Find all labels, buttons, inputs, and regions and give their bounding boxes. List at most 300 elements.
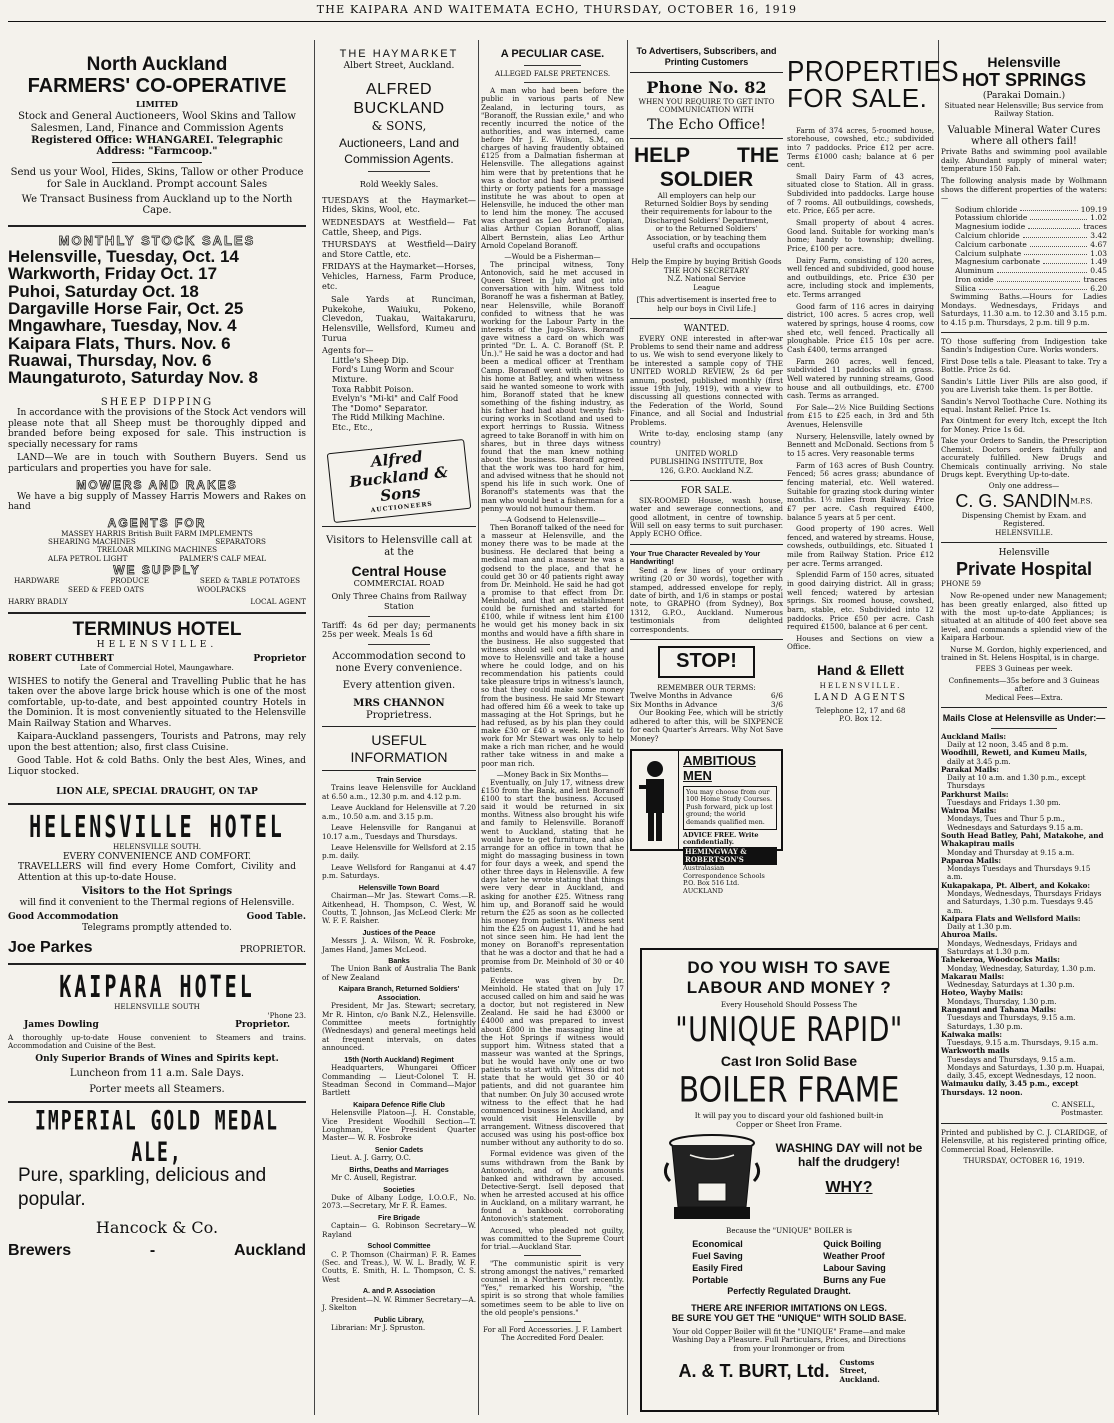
column-rule	[478, 40, 479, 1415]
terms-label: Six Months in Advance	[630, 699, 718, 709]
article-paragraph: A man who had been before the public in various parts of New Zealand, in lecturing tours, as "Boranoff, the Russian exile," and who recently incurred the notice of the authorities, and was interned, came before Mr J. E. Wilson, S.M., on charges of having fraudently obtained £125 from a Dalmatian fisherman at Helensville. The allegations against him were that by pretentions that he was a doctor and had been promised thirty or forty patients for a massage institute he was about to open at Helensville, he induced the other man to lend him the money. The accused was charged as Leo Arthur Copian, alias Arthur Copian Boranoff, alias Albert Bernstein, alias Leo Arthur Arnold Copeland Boranoff.	[481, 86, 624, 250]
ford-ad: For all Ford Accessories. J. F. Lambert The Accredited Ford Dealer.	[483, 1324, 622, 1342]
divider	[8, 803, 306, 805]
agents-item: SHEARING MACHINES	[48, 537, 136, 547]
column-rule	[627, 40, 628, 1415]
column-3	[481, 40, 624, 1415]
supply-item: SEED & TABLE POTATOES	[199, 576, 300, 586]
mail-route-times: Mondays, Tues and Thur 5 p.m., Wednesdays and Saturdays 9.15 a.m.	[947, 814, 1083, 832]
returned-soldiers-text: President, Mr Jas. Stewart; secretary, Mr R. Hinton, c/o Bank N.Z., Helensville. Committee meets fortnightly (Wednesdays) and general meetings held at frequent intervals, on dates announced.	[322, 1001, 476, 1053]
hospital-place: Helensville	[998, 548, 1050, 559]
stock-sales-list	[8, 248, 306, 387]
property-listing: Splendid Farm of 150 acres, situated in good dairying district. All in grass; well fenced; watered by artesian springs. Six roomed house, cowshed, barn, stable, etc. Subdivided into 12 paddocks. Price £50 per acre. Cash required £1500, balance at 6 per cent.	[787, 570, 934, 632]
supply-item: HARDWARE	[14, 576, 60, 586]
mails-heading: Mails Close at Helensville as Under:—	[942, 713, 1106, 724]
library-text: Librarian: Mr J. Spruston.	[331, 1322, 426, 1332]
hon-secretary: THE HON SECRETARY N.Z. National Service League	[663, 265, 750, 292]
fire-brigade-heading: Fire Brigade	[378, 1212, 420, 1222]
hand-ellett-telephone: Telephone 12, 17 and 68	[815, 705, 906, 715]
registrar-text: Mr C. Ausell, Registrar.	[331, 1173, 417, 1183]
good-table: Good Table.	[246, 912, 306, 923]
sandin-place: HELENSVILLE.	[995, 527, 1053, 537]
stock-sale-date: Kaipara Flats, Thurs. Nov. 6	[8, 333, 231, 353]
mail-route-name: Ranganui and Tahana Mails:	[941, 1004, 1057, 1014]
coop-title-line1: North Auckland	[86, 54, 228, 75]
property-listing: Farm of 163 acres of Bush Country. Fenced; 56 acres grass; abundance of fencing material, etc. Well watered. Suitable for grazing stock during winter months. 1½ miles from Railway. Price £7 per acre. Cash required £400, balance 5 years at 5 per cent.	[787, 460, 934, 522]
liver-pills: Sandin's Little Liver Pills are also good, if you are Liverish take them. 1s per Bottle.	[941, 376, 1107, 395]
boiler-headline-2: LABOUR AND MONEY ?	[686, 977, 892, 997]
article-subhead: —Would be a Fisherman—	[504, 251, 601, 261]
properties-list	[787, 127, 934, 632]
toothache-cure: Sandin's Nervol Toothache Cure. Nothing its equal. Instant Relief. Price 1s.	[941, 396, 1107, 414]
central-house-title: Central House	[351, 562, 447, 579]
hand-ellett-box: P.O. Box 12.	[838, 714, 883, 724]
analysis-intro: The following analysis made by Wolhmann shows the different properties of the waters:—	[941, 176, 1107, 203]
divider	[112, 162, 201, 163]
mail-route-times: Wednesday, Saturdays at 1.30 p.m.	[947, 980, 1075, 990]
coop-send-produce: Send us your Wool, Hides, Skins, Tallow or other Produce for Sale in Auckland. Prompt account Sales	[10, 167, 304, 190]
rifle-club-text: Helensville Platoon—J. H. Constable, Vice President Woodhill Section—T. Loughman, Vice President Quarter Master— W. R. Fosbroke	[322, 1108, 476, 1143]
terminus-hotel-title: TERMINUS HOTEL	[72, 618, 242, 640]
washing-day: WASHING DAY will not be half the drudgery!	[775, 1141, 923, 1170]
analysis-leader	[1043, 258, 1087, 264]
land-notice: LAND—We are in touch with Southern Buyers. Send us particulars and properties you have for sale.	[8, 453, 306, 474]
character-heading: Your True Character Revealed by Your Handwriting!	[630, 548, 761, 567]
mail-route-name: Kaipara Flats and Wellsford Mails:	[941, 913, 1081, 923]
alfred-buckland-sons: & SONS,	[371, 118, 427, 133]
stop-sign: STOP!	[658, 646, 755, 677]
mail-route-times: Mondays, Wednesdays, Fridays and Saturdays at 1.30 p.m.	[947, 938, 1078, 956]
property-listing: Nursery, Helensville, lately owned by Bennett and McDonald. Sections from 5 to 15 acres. Very reasonable terms	[787, 431, 934, 459]
features-right	[823, 1239, 886, 1286]
sandin-mps: M.P.S.	[1070, 496, 1093, 506]
mail-route-name: Tahekeroa, Woodcocks Mails:	[941, 955, 1060, 965]
ambitious-men-advice: ADVICE FREE. Write confidentially.	[683, 830, 759, 847]
analysis-table	[941, 206, 1107, 294]
only-one-address: Only one address—	[988, 481, 1060, 491]
stock-sale-date: Maungaturoto, Saturday Nov. 8	[8, 368, 258, 388]
article-paragraph: Then Boranoff talked of the need for a masseur at Helensville, and the money there was to be made at the business. He declared that being a medical man and a masseur he was a godsend to the place, and that he could get 30 or 40 patients right away from Dr. Meinhold. He said he had got a promise to that effect from Dr. Meinhold, and that an establishment could be furnished and started for £100, while if witness lent him £100 he would get his money back in six months and would have a fifth share in the business. He also suggested that witness should sell out at Batley and move to Helensville and take a house where he could lodge, and on his recommendation his patients could take pleasure trips in witness's launch, so that they could make some money from the business. He said Mr Stewart had offered him £6 a week to take up massaging at the Hot Springs, but he had refused, as by his plan they could make £30 or £40 a week. He said to work for Mr Stewart was only to help make a rich man richer, and he would rather take witness in and make a poor man rich.	[481, 522, 624, 768]
postmaster: Postmaster.	[1060, 1108, 1103, 1118]
divider	[8, 612, 306, 614]
divider	[630, 318, 783, 319]
for-sale-heading: FOR SALE.	[680, 486, 733, 497]
article-paragraph: Accused, who pleaded not guilty, was committed to the Supreme Court for trial.—Auckland Star.	[481, 1225, 624, 1251]
kaipara-hotel-wines: Only Superior Brands of Wines and Spirits kept.	[35, 1053, 279, 1064]
valuable-mineral-water: Valuable Mineral Water Cures where all others fail!	[947, 124, 1101, 148]
analysis-name: Sodium chloride	[955, 204, 1018, 214]
divider	[368, 171, 430, 172]
cast-iron: Cast Iron Solid Base	[720, 1052, 858, 1069]
train-service-item: Leave Helensville for Wellsford at 2.15 p.m. daily.	[322, 842, 476, 861]
sandin-name: C. G. SANDIN	[955, 490, 1071, 511]
mails-list	[941, 733, 1107, 1097]
central-house-at-the: at the	[384, 546, 414, 558]
property-listing: Small Dairy Farm of 43 acres, situated close to Station. All in grass. Subdivided into paddocks. Large house of 7 rooms. All outbuildings, cowsheds, etc. Price, £65 per acre.	[787, 171, 934, 216]
divider	[368, 616, 430, 617]
mail-route-name: Waimauku daily, 3.45 p.m., except Thursdays. 12 noon.	[941, 1079, 1079, 1097]
prescription-chemist: Take your Orders to Sandin, the Prescription Chemist. Doctors orders faithfully and accurately fulfilled. New Drugs and Chemicals continually arriving. No stale Drugs kept. Everything Up-to-date.	[941, 436, 1107, 479]
boiler-feature: Fuel Saving	[692, 1251, 743, 1262]
sheep-dipping-heading: SHEEP DIPPING	[100, 396, 214, 408]
central-house-proprietress: MRS CHANNON	[353, 697, 445, 709]
regiment-text: Headquarters, Whungarei Officer Commanding — Lieut-Colonel T. H. Steadman Second in Command—Major Bartlett	[322, 1063, 476, 1098]
ambitious-men-firm: HEMINGWAY & ROBERTSON'S	[683, 847, 777, 865]
terms-list	[630, 692, 783, 710]
analysis-value: 6.20	[1090, 283, 1107, 293]
agency-item: The Ridd Milking Machine.	[332, 412, 445, 423]
analysis-leader	[1030, 241, 1087, 247]
central-house-visitors: Visitors to Helensville call at	[326, 535, 472, 547]
communistic-quote: "The communistic spirit is very strong amongst the natives," remarked counsel in a Northern court recently. "Yes," remarked his Worship, "the spirit is so strong that whole families sometimes seem to be able to live on the old people's pensions."	[481, 1258, 624, 1317]
divider	[941, 542, 1107, 543]
article-paragraph: The principal witness, Tony Antonovich, said he met accused in Queen Street in July and got into conversation with him. Witness told Boranoff he was a fisherman at Batley, near Helensville, while Boranoff confided to witness that he was working for the Labour Party in the interests of the Jugo-Slavs. Boranoff gave witness a card on which was printed "Dr. L. A. C. Boranoff (St. P. Un.)." He said he was a doctor and had been a medical officer at Trentham Camp. Boranoff went with witness to his home at Batley, and when witness said he wanted someone to work with him, Boranoff stated that he knew something of the fishing industry, as his father had had about twenty fish-curing works in Scotland and used to export herrings to Russia. Witness agreed to take Boranoff in with him on shares, but in three days witness found that the man knew nothing about the business. Boranoff agreed that the work was too hard for him, and advised witness that he should not spend his life in such work. One of Boranoff's statements was that the man who would beat a fisherman for a penny would not humour them.	[481, 259, 624, 513]
terminus-text: WISHES to notify the General and Travelling Public that he has taken over the above large brick house which is one of the most comfortable, up-to-date, and best appointed country Hotels in the Dominion. It is most conveniently situated to the Helensville Main Railway Station and Wharves.	[8, 676, 306, 729]
divider	[322, 526, 476, 527]
divider	[630, 544, 783, 545]
mail-route-times: Daily at 10 a.m. and 1.30 p.m., except Thursdays	[947, 773, 1086, 791]
mail-route-times: Monday, Wednesday, Saturday, 1.30 p.m.	[947, 963, 1096, 973]
agents-item: ALFA PETROL LIGHT	[48, 553, 128, 563]
terminus-proprietor-role: Proprietor	[253, 653, 306, 664]
mail-route-name: Parkhurst Mails:	[941, 789, 1009, 799]
analysis-value: 3.42	[1090, 230, 1107, 240]
justices-text: Messrs J. A. Wilson, W. R. Fosbroke, James Hand, James McLeod.	[322, 936, 476, 954]
article-paragraph: Evidence was given by Dr. Meinhold. He stated that on July 17 accused called on him and said he was a doctor, but not registered in New Zealand. He said he had £3000 or £4000 and was prepared to invest about £800 in the massaging line at the Hot Springs if witness would support him. Witness stated that a masseur was wanted at the Springs, but he would have only one or two patients to start with. Witness did not state that he would get 30 or 40 patients, and did not guarantee him that number. On July 30 accused wrote witness to the effect that he had commenced business in Auckland, and would visit Helensville by arrangement. Witness discovered that accused was using his post-office box number without any authority to do so.	[481, 975, 624, 1148]
stock-sale-date: Helensville, Tuesday, Oct. 14	[8, 247, 239, 267]
terms-heading: REMEMBER OUR TERMS:	[657, 682, 756, 692]
central-house-accommodation: Accommodation second to none Every convenience.	[332, 650, 466, 674]
mail-route-name: South Head Batley, Pahi, Matakohe, and Whakapirau mails	[941, 831, 1104, 849]
haymarket-title: THE HAYMARKET	[339, 48, 459, 60]
divider	[941, 1123, 1107, 1124]
sheep-dipping-text: In accordance with the provisions of the Stock Act vendors will please note that all Sheep must be thoroughly dipped and branded before being exposed for sale. This instruction is specially necessary for rams	[8, 408, 306, 450]
old-copper: Your old Copper Boiler will fit the "UNIQUE" Frame—and make Washing Day a Pleasure. Full Particulars, Prices, and Directions from your Ironmonger or from	[672, 1326, 906, 1353]
weekly-sale-item: WEDNESDAYS at Westfield— Fat Cattle, Sheep, and Pigs.	[322, 217, 476, 237]
ansell: C. ANSELL,	[1051, 1100, 1095, 1110]
ambitious-men-schools: Australasian Correspondence Schools P.O. Box 516 Ltd. AUCKLAND	[683, 864, 765, 895]
coop-description: Stock and General Auctioneers, Wool Skins and Tallow Salesmen, Land, Finance and Commission Agents	[18, 111, 296, 135]
article-paragraph: Formal evidence was given of the sums withdrawn from the Bank by Antonovich, and of the amounts banked and withdrawn by accused. Detective-Sergt. Isell deposed that when he arrested accused at his office in Auckland, on a military warrant, he found a bankbook corroborating Antonovich's statement.	[481, 1149, 624, 1224]
analysis-value: 4.67	[1090, 239, 1107, 249]
analysis-name: Potassium chloride	[955, 213, 1028, 223]
banks-text: The Union Bank of Australia The Bank of New Zealand	[322, 964, 476, 982]
divider	[368, 644, 430, 645]
swimming-hours: Swimming Baths.—Hours for Ladies Mondays. Wednesdays, Fridays and Saturdays, 11.30 a.m. to 12.30 and 3.15 p.m. to 4.15 p.m. Thursdays, 2 p.m. till 9 p.m.	[941, 292, 1107, 327]
brewers-dash: -	[149, 1241, 156, 1259]
hand-ellett-place: HELENSVILLE.	[819, 681, 902, 691]
article-paragraph: Eventually, on July 17, witness drew £150 from the Bank, and lent Boranoff £100 to start the business. Accused said it would be returned in six months. Witness also brought his wife and family to Helensville. Boranoff went to Auckland, stating that he would have to get furniture, and also arrange for an office in town that he might do massaging business in town for four days a week, and spend the other three days in Helensville. A few days later he wrote stating that things were very dear in Auckland, and asking for another £25. Witness rang him up, and Boranoff said he would return the £25 as soon as he collected his money from patients. Witness sent him the £25 on August 11, and he had not since seen him. He had lent the money on Boranoff's representation that he was a doctor and that he had a promise from Dr. Meinhold of 30 or 40 patients.	[481, 777, 624, 974]
helensville-hotel-title: HELENSVILLE HOTEL	[29, 808, 285, 845]
properties-title: PROPERTIES	[787, 54, 960, 88]
boiler-frame-ad	[640, 948, 938, 1412]
mail-route-name: Wairoa Mails:	[941, 806, 997, 816]
united-world-publishing: UNITED WORLD PUBLISHING INSTITUTE, Box 126, G.P.O. Auckland N.Z.	[650, 449, 763, 475]
supply-item: SEED & FEED OATS	[68, 584, 145, 594]
town-board-heading: Helensville Town Board	[358, 882, 440, 892]
boiler-feature: Portable	[692, 1274, 729, 1285]
the-word: THE	[737, 143, 779, 167]
local-agent-name: HARRY BRADLY	[8, 597, 68, 607]
monthly-stock-sales-heading: MONTHLY STOCK SALES	[58, 232, 256, 248]
kaipara-hotel-place: HELENSVILLE SOUTH	[114, 1002, 200, 1012]
burt-name: A. & T. BURT, Ltd.	[678, 1361, 830, 1382]
boiler-feature: Economical	[692, 1239, 743, 1250]
terminus-place: HELENSVILLE.	[96, 640, 218, 651]
boiler-frame-title: BOILER FRAME	[678, 1070, 900, 1111]
inferior-2: BE SURE YOU GET THE "UNIQUE" WITH SOLID BASE.	[671, 1313, 907, 1324]
alfred-buckland-name: ALFRED BUCKLAND	[353, 81, 445, 118]
terms-price: 3/6	[770, 699, 783, 709]
analysis-value: 1.03	[1090, 248, 1107, 258]
central-house-tariff: Tariff: 4s 6d per day; permanents 25s per week. Meals 1s 6d	[322, 619, 476, 640]
analysis-value: 1.49	[1090, 257, 1107, 267]
article-title: A PECULIAR CASE.	[500, 48, 605, 60]
printed-by: Printed and published by C. J. CLARIDGE, of Helensville, at his registered printing office, Commercial Road, Helensville.	[941, 1127, 1107, 1154]
mail-route-name: Auckland Mails:	[941, 731, 1007, 741]
weekly-sale-item: THURSDAYS at Westfield—Dairy and Store Cattle, etc.	[322, 239, 476, 259]
property-listing: Farm of 374 acres, 5-roomed house, storehouse, cowshed, etc.; subdivided into 7 paddocks. Price £12 per acre. Terms £1000 cash; balance at 6 per cent.	[787, 125, 934, 170]
agency-item: The "Domo" Separator.	[332, 402, 428, 413]
why-heading: WHY?	[825, 1179, 873, 1197]
hot-springs-visitors: Visitors to the Hot Springs	[81, 886, 233, 898]
analysis-leader	[1020, 206, 1077, 212]
property-listing: For Sale—2½ Nice Building Sections from £15 to £25 each, in 3rd and 5th Avenues, Helensville	[787, 402, 934, 430]
article-subtitle: ALLEGED FALSE PRETENCES.	[494, 68, 611, 78]
mail-route-times: Mondays, Wednesdays, Thursdays Fridays and Saturdays, 1.30 p.m. Tuesdays 9.45 a.m.	[947, 889, 1102, 915]
mail-route-times: Mondays, Thursday, 1.30 p.m.	[947, 996, 1057, 1006]
coop-title-line2: FARMERS' CO-OPERATIVE	[27, 75, 287, 98]
supply-heading: WE SUPPLY	[113, 563, 201, 578]
central-house-attention: Every attention given.	[342, 680, 456, 692]
mail-route-name: Makarau Mails:	[941, 971, 1005, 981]
hospital-medical-fees: Medical Fees—Extra.	[985, 692, 1063, 702]
terminus-text: Kaipara-Auckland passengers, Tourists and Patrons, may rely upon the best attention; also, first class Cuisine.	[8, 732, 306, 753]
cadets-text: Lieut. A. J. Garry, O.C.	[331, 1153, 411, 1163]
hot-springs-convenient: will find it convenient to the Thermal regions of Helensville.	[19, 897, 295, 908]
kaipara-hotel-text: A thoroughly up-to-date House convenient to Steamers and trains. Accommodation and Cuisine of the Best.	[8, 1032, 306, 1051]
agency-item: Ford's Lung Worm and Scour Mixture.	[332, 364, 454, 384]
ambitious-men-heading: AMBITIOUS MEN	[683, 753, 756, 784]
divider	[8, 225, 306, 227]
help-word: HELP	[634, 143, 691, 167]
column-rule	[938, 40, 939, 1415]
stock-sale-date: Puhoi, Saturday Oct. 18	[8, 281, 199, 301]
agency-item: Etc., Etc.,	[332, 421, 373, 432]
private-hospital-title: Private Hospital	[955, 558, 1093, 579]
buckland-logo-text: Alfred Buckland & Sons	[348, 447, 449, 506]
because-unique: Because the "UNIQUE" BOILER is	[726, 1226, 852, 1236]
telegrams: Telegrams promptly attended to.	[82, 922, 232, 933]
masthead-rule	[8, 21, 1106, 22]
help-soldier-text: All employers can help our Returned Soldier Boys by sending their requirements for labour to the Discharged Soldiers' Department, or to the Returned Soldiers' Association, or by teaching them useful crafts and occupations	[640, 190, 773, 251]
cadets-heading: Senior Cadets	[374, 1144, 424, 1154]
agents-item: SEPARATORS	[215, 537, 266, 547]
column-2	[322, 40, 476, 1415]
hot-springs-place: Helensville	[987, 54, 1061, 70]
train-service-heading: Train Service	[376, 775, 422, 785]
brewers-city: Auckland	[233, 1241, 306, 1259]
kaipara-hotel-phone: 'Phone 23.	[267, 1010, 306, 1020]
hot-springs-situated: Situated near Helensville; Bus service from Railway Station.	[944, 100, 1104, 119]
analysis-name: Magnesium iodide	[955, 222, 1026, 232]
divider	[524, 82, 581, 83]
soldier-word: SOLDIER	[659, 167, 754, 191]
analysis-name: Iron oxide	[955, 274, 994, 284]
hand-ellett-title: Hand & Ellett	[816, 661, 905, 678]
divider	[8, 1101, 306, 1103]
farmers-coop-ad	[8, 54, 306, 217]
analysis-value: 0.45	[1090, 266, 1107, 276]
ambitious-men-text: You may choose from our 100 Home Study Courses. Push forward, pick up lost ground; the world demands qualified men.	[683, 786, 777, 830]
divider	[322, 770, 476, 771]
agency-item: Evelyn's "Mi-ki" and Calf Food	[332, 393, 459, 404]
boiler-pay: It will pay you to discard your old fashioned built-in Copper or Sheet Iron Frame.	[694, 1111, 884, 1129]
advertisers-heading: To Advertisers, Subscribers, and Printing Customers	[636, 46, 777, 67]
divider	[630, 138, 783, 139]
student-figure-icon-svg	[635, 755, 675, 845]
property-listing: Farm 260 acres, well fenced, subdivided 11 paddocks all in grass. Well watered by running streams, Good house and all outbuildings, etc. £700 cash. Terms as arranged.	[787, 356, 934, 401]
kaipara-hotel-porter: Porter meets all Steamers.	[89, 1083, 225, 1095]
first-dose: First Dose tells a tale. Pleasant to take. Try a Bottle. Price 2s 6d.	[941, 356, 1107, 375]
mail-route-times: Tuesdays and Thursdays, 9.15 a.m. Mondays and Saturdays, 1.30 p.m. Huapai, daily, 3.45, except Wednesdays, 12 noon.	[947, 1054, 1105, 1081]
wanted-heading: WANTED.	[683, 324, 730, 335]
divider	[524, 65, 581, 66]
mail-route-name: Kukapakapa, Pt. Albert, and Kokako:	[941, 880, 1091, 890]
masthead: THE KAIPARA AND WAITEMATA ECHO, THURSDAY, OCTOBER 16, 1919	[316, 3, 798, 16]
hot-springs-title: HOT SPRINGS	[961, 70, 1086, 91]
analysis-leader	[1030, 214, 1087, 220]
analysis-name: Magnesium carbonate	[955, 257, 1041, 267]
train-service-item: Leave Wellsford for Ranganui at 4.47 p.m. Saturdays.	[322, 862, 476, 881]
mail-route-name: Warkworth mails	[941, 1046, 1010, 1056]
train-service-item: Leave Auckland for Helensville at 7.20 a.m., 10.50 a.m. and 3.15 p.m.	[322, 803, 476, 821]
stock-sale-date: Ruawai, Thursday, Nov. 6	[8, 351, 212, 371]
property-listing: Good property of 190 acres. Well fenced, and watered by streams. House, cowsheds, outbuildings, etc. Situated 1 mile from Railway Station. Price £12 per acre. Terms arranged.	[787, 524, 934, 568]
analysis-row	[955, 276, 1107, 285]
burt-address: Customs Street, Auckland.	[839, 1358, 880, 1384]
useful-information-title: USEFUL INFORMATION	[350, 732, 448, 765]
school-committee-text: C. P. Thomson (Chairman) F. R. Eames (Sec. and Treas.), W. W. L. Bradly, W. F. Coutts, E. Smith, H. L. Thompson, C. S. West	[322, 1249, 476, 1284]
terms-label: Twelve Months in Advance	[630, 690, 733, 700]
analysis-value: traces	[1083, 274, 1107, 284]
wanted-text: EVERY ONE interested in after-war Problems to send their name and address to us. We wish to send everyone likely to be interested a sample copy of THE UNITED WORLD REVIEW, 2s 6d per annum, posted, published monthly (first issue 19th July, 1919), with a view to discussing all questions connected with the Federation of the World, Sound Finance, and all Social and Industrial Problems.	[630, 333, 783, 427]
stock-sale-date: Mngawhare, Tuesday, Nov. 4	[8, 316, 237, 336]
boiler-frame-icon	[652, 1133, 772, 1225]
agents-heading: AGENTS FOR	[107, 515, 207, 530]
agents-line: TRELOAR MILKING MACHINES	[96, 545, 218, 555]
analysis-leader	[1028, 223, 1080, 229]
agency-item: Little's Sheep Dip.	[332, 354, 409, 365]
rifle-club-heading: Kaipara Defence Rifle Club	[353, 1099, 445, 1109]
alfred-buckland-role: Auctioneers, Land and Commission Agents.	[338, 135, 460, 167]
for-sale-text: SIX-ROOMED House, wash house, water and sewerage connections, and good allotment, in centre of township. Will sell on easy terms to suit purchaser. Apply ECHO Office.	[630, 495, 783, 539]
phone-when: WHEN YOU REQUIRE TO GET INTO COMMUNICATION WITH	[638, 96, 775, 115]
analysis-value: traces	[1083, 222, 1107, 232]
analysis-name: Calcium carbonate	[955, 239, 1027, 249]
boiler-headline-1: DO YOU WISH TO SAVE	[687, 958, 891, 977]
analysis-leader	[1023, 232, 1088, 238]
mail-route-times: Tuesdays, 9.15 a.m. Thursdays, 9.15 a.m.	[947, 1038, 1099, 1048]
analysis-leader	[1024, 250, 1087, 256]
mail-route-times: Tuesdays and Thursdays, 9.15 a.m. Saturdays, 1.30 p.m.	[947, 1013, 1076, 1031]
coop-transact: We Transact Business from Auckland up to the North Cape.	[21, 193, 293, 217]
property-listing: Good farm of 116 acres in dairying district, 100 acres. 5 acres crop, well watered by springs, house 4 rooms, cow shed etc, well fenced. Practically all ploughable. Price £15 10s per acre. Cash £400, terms arranged	[787, 301, 934, 354]
supply-item: WOOLPACKS	[196, 584, 246, 594]
helensville-hotel-place: HELENSVILLE SOUTH.	[112, 842, 202, 852]
agency-item: Toxa Rabbit Poison.	[332, 383, 414, 394]
mowers-text: We have a big supply of Massey Harris Mowers and Rakes on hand	[8, 491, 306, 513]
kaipara-hotel-title: KAIPARA HOTEL	[59, 968, 255, 1005]
terminus-text: Good Table. Hot & cold Baths. Only the best Ales, Wines, and Liquor stocked.	[8, 756, 306, 777]
brewers: Brewers	[8, 1241, 72, 1259]
agents-list	[322, 356, 476, 433]
justices-heading: Justices of the Peace	[362, 927, 436, 937]
mail-route-name: Woodhill, Rewetl, and Kumeu Mails,	[941, 748, 1088, 758]
rold-weekly-sales: Rold Weekly Sales.	[359, 179, 439, 190]
inferior-1: THERE ARE INFERIOR IMITATIONS ON LEGS.	[691, 1302, 887, 1313]
central-house-role: Proprietress.	[366, 709, 432, 721]
pax-ointment: Pax Ointment for every Itch, except the Itch for Money. Price 1s 6d.	[941, 416, 1107, 434]
analysis-name: Calcium sulphate	[955, 248, 1022, 258]
boiler-feature: Weather Proof	[823, 1251, 885, 1262]
help-empire: Help the Empire by buying British Goods	[631, 257, 782, 267]
article-subhead: —Money Back in Six Months—	[496, 769, 609, 779]
central-house-chains: Only Three Chains from Railway Station	[331, 591, 467, 612]
unique-rapid: "UNIQUE RAPID"	[675, 1011, 903, 1050]
divider	[941, 707, 1107, 708]
agents-line: MASSEY HARRIS British Built FARM IMPLEMENTS	[61, 528, 253, 538]
sale-yards: Sale Yards at Runciman, Pukekohe, Waiuku, Pokeno, Clevedon, Tuakau, Waitakaruru, Helensville, Wellsford, Kumeu and Turua	[322, 294, 476, 343]
hand-ellett-role: LAND AGENTS	[814, 693, 907, 704]
mowers-heading: MOWERS AND RAKES	[76, 477, 238, 492]
analysis-name: Aluminum	[955, 266, 994, 276]
article-subhead: —A Godsend to Helensville—	[499, 514, 606, 524]
supply-item: PRODUCE	[110, 576, 150, 586]
perfect-draught: Perfectly Regulated Draught.	[727, 1286, 851, 1297]
haymarket-address: Albert Street, Auckland.	[343, 60, 455, 71]
indigestion-ad: TO those suffering from Indigestion take Sandin's Indigestion Cure. Works wonders.	[941, 337, 1107, 355]
societies-heading: Societies	[383, 1184, 415, 1194]
train-service-list	[322, 784, 476, 880]
print-date: THURSDAY, OCTOBER 16, 1919.	[963, 1156, 1085, 1166]
analysis-value: 1.02	[1090, 213, 1107, 223]
column-1	[8, 40, 306, 1415]
local-agent-role: LOCAL AGENT	[250, 597, 306, 607]
student-figure-icon	[632, 751, 679, 849]
mail-route-name: Parakai Mails:	[941, 764, 999, 774]
weekly-sale-item: TUESDAYS at the Haymarket—Hides, Skins, Wool, etc.	[322, 194, 476, 215]
library-heading: Public Library,	[374, 1314, 424, 1324]
boiler-feature: Quick Boiling	[823, 1239, 882, 1250]
train-service-item: Leave Helensville for Ranganui at 10.17 a.m., Tuesdays and Thursdays.	[322, 823, 476, 841]
analysis-leader	[997, 267, 1087, 273]
agents-item: PALMER'S CALF MEAL	[179, 553, 266, 563]
buckland-logo-sub: AUCTIONEERS	[370, 500, 434, 515]
ambitious-men-ad	[630, 749, 783, 895]
analysis-name: Silica	[955, 283, 977, 293]
divider	[524, 1321, 581, 1322]
kaipara-hotel-proprietor: James Dowling	[24, 1020, 99, 1031]
train-service-item: Trains leave Helensville for Auckland at 6.50 a.m., 12.30 p.m. and 4.12 p.m.	[322, 783, 476, 801]
fire-brigade-text: Captain— G. Robinson Secretary—W. Rayland	[322, 1221, 476, 1239]
sandin-dispensing: Dispensing Chemist by Exam. and Registered.	[961, 510, 1087, 529]
helensville-hotel-proprietor: Joe Parkes	[8, 939, 93, 957]
boiler-feature: Easily Fired	[692, 1262, 743, 1273]
imperial-ale-title: IMPERIAL GOLD MEDAL ALE,	[35, 1104, 279, 1169]
booking-fee: Our Booking Fee, which will be strictly adhered to after this, will be SIXPENCE for each Quarter's Arrears. Why Not Save Money?	[630, 708, 783, 743]
weekly-sale-item: FRIDAYS at the Haymarket—Horses, Vehicles, Harness, Farm Produce, etc.	[322, 261, 476, 291]
